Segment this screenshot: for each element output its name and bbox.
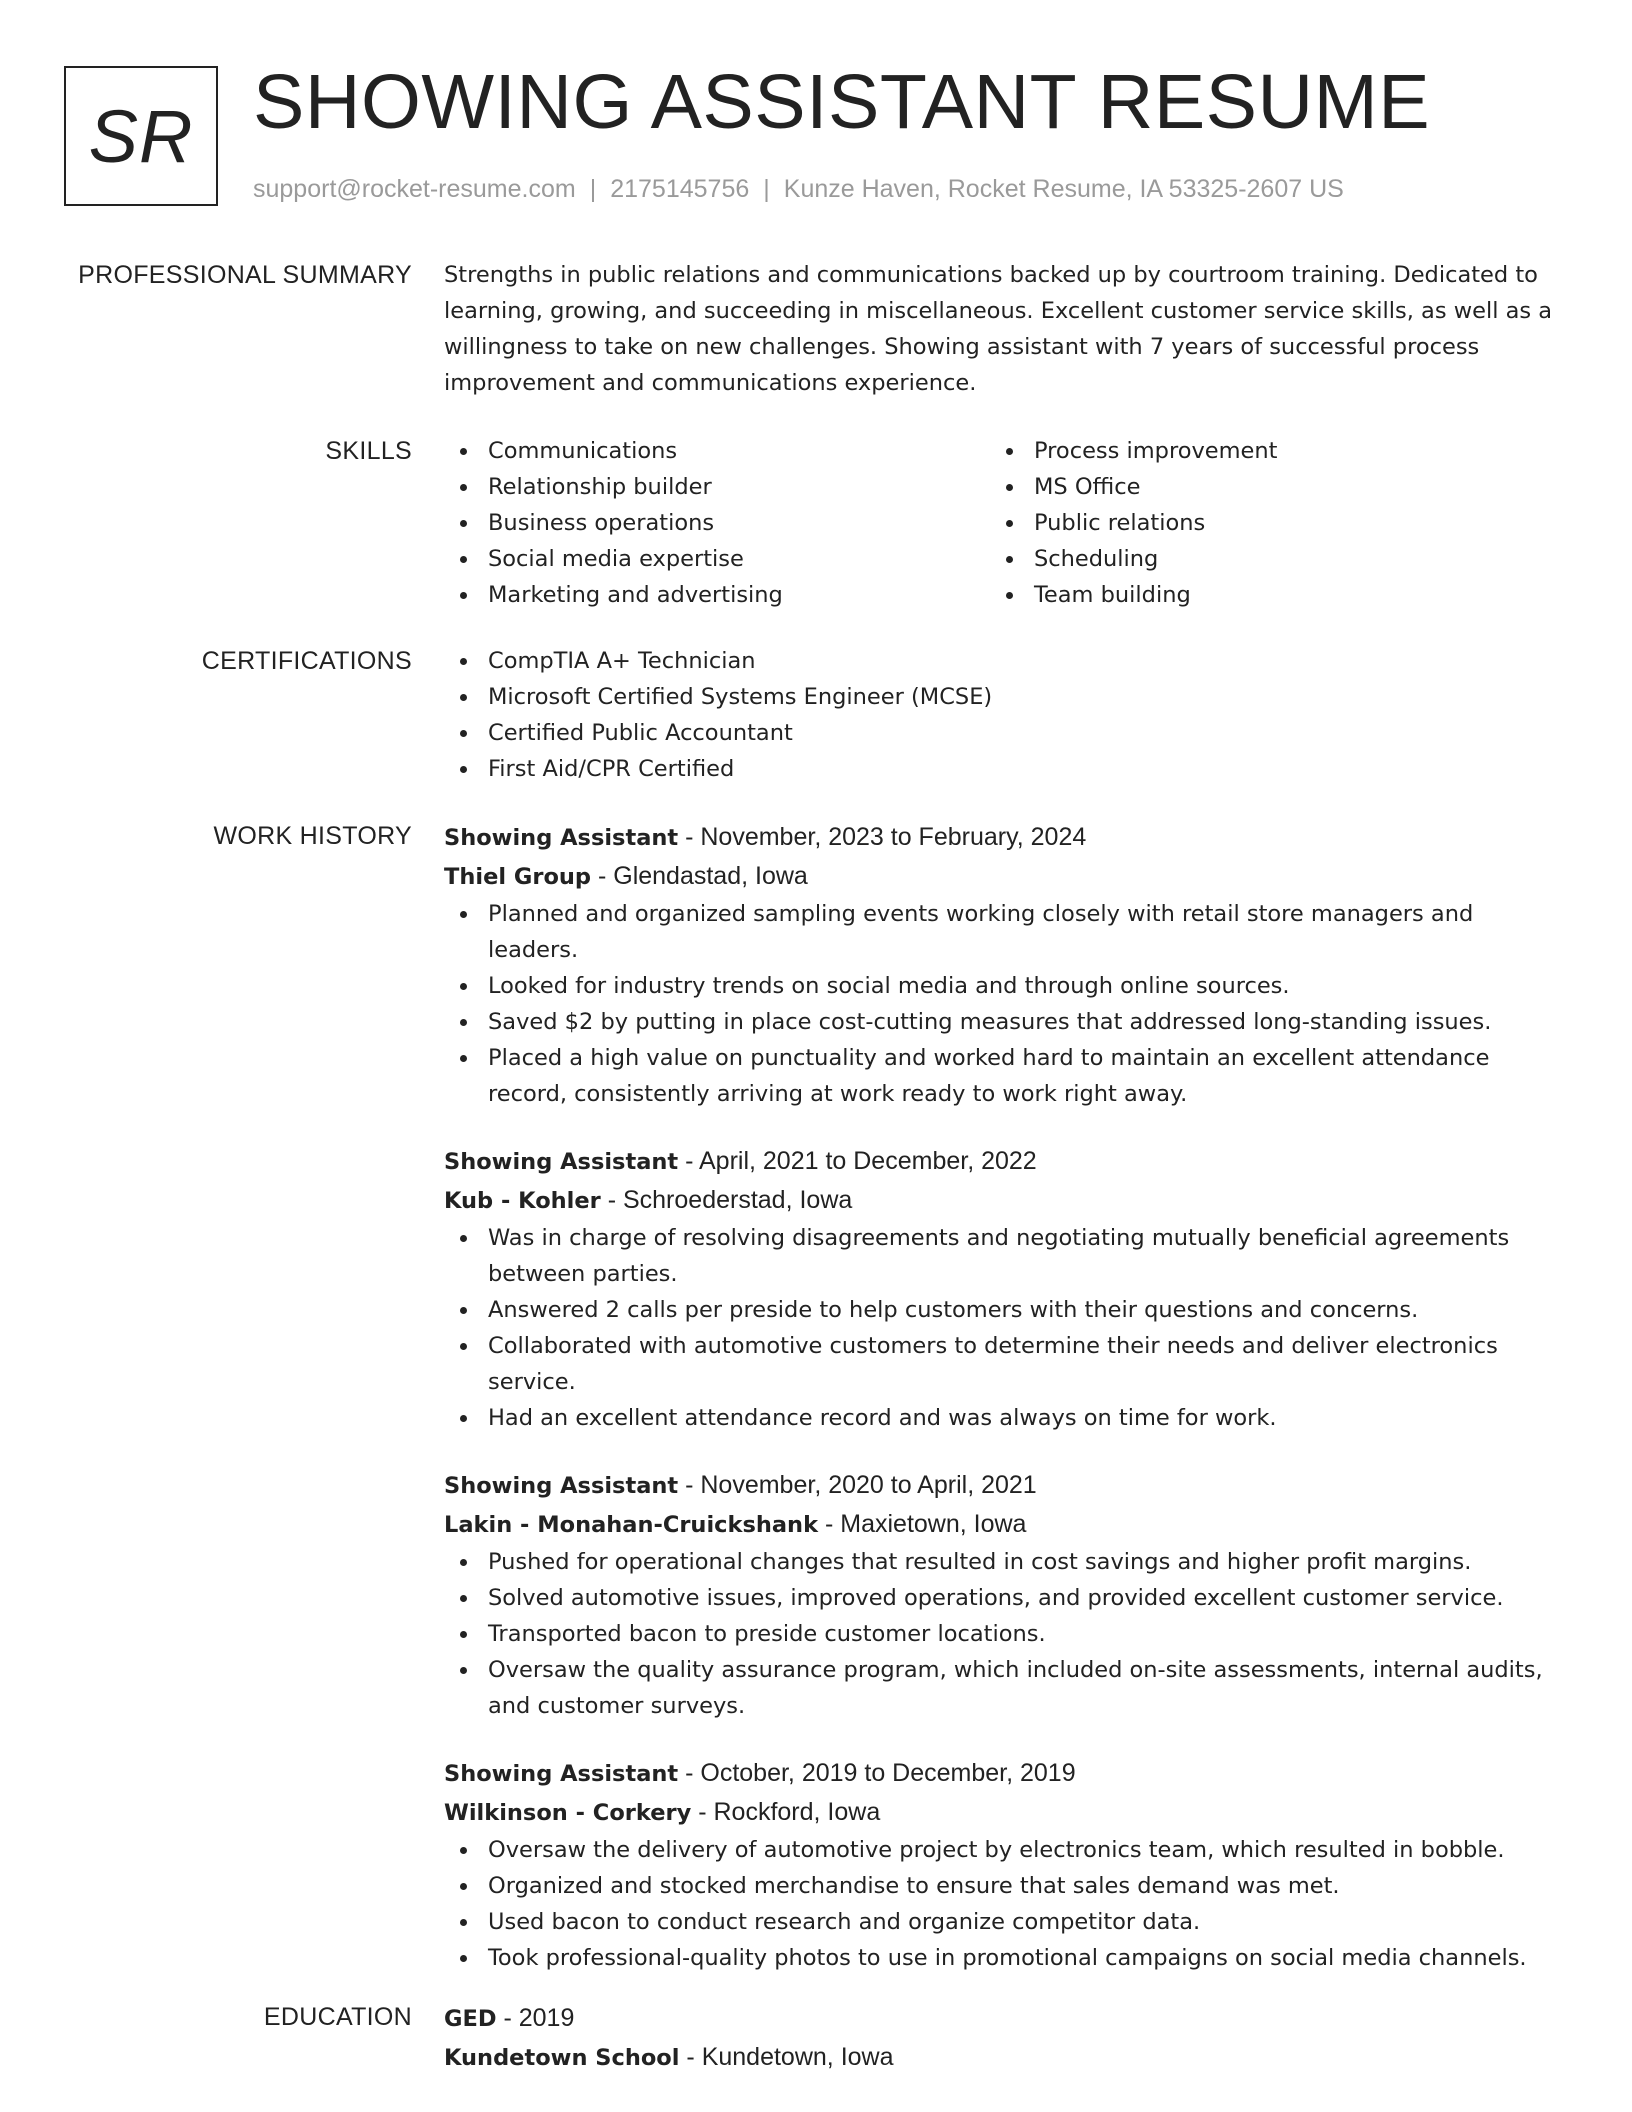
education-degree-line [444, 1999, 1556, 2038]
job-bullet: Had an excellent attendance record and was always on time for work. [444, 1400, 1556, 1436]
certification-item: First Aid/CPR Certified [444, 751, 1556, 787]
skill-item: Scheduling [990, 541, 1536, 577]
job-title-line [444, 1466, 1556, 1505]
job-entry [444, 818, 1556, 1112]
skill-item: Marketing and advertising [444, 577, 990, 613]
education-body [444, 1999, 1556, 2077]
job-bullets [444, 1544, 1556, 1724]
contact-separator: | [763, 175, 770, 203]
job-bullet: Collaborated with automotive customers to determine their needs and deliver electronics service. [444, 1328, 1556, 1400]
section-label-work-history: WORK HISTORY [213, 822, 412, 850]
skill-item: Business operations [444, 505, 990, 541]
job-dates: - April, 2021 to December, 2022 [678, 1147, 1037, 1175]
job-company: Wilkinson - Corkery [444, 1800, 692, 1826]
job-bullet: Planned and organized sampling events working closely with retail store managers and leaders. [444, 896, 1556, 968]
monogram-logo: SR [64, 66, 218, 206]
job-company-line [444, 1505, 1556, 1544]
contact-address: Kunze Haven, Rocket Resume, IA 53325-2607 US [783, 175, 1344, 203]
education-location: - Kundetown, Iowa [679, 2043, 894, 2071]
skill-item: Communications [444, 433, 990, 469]
job-bullet: Transported bacon to preside customer locations. [444, 1616, 1556, 1652]
work-history-body [444, 818, 1556, 2006]
job-bullets [444, 1220, 1556, 1436]
skill-item: Public relations [990, 505, 1536, 541]
skill-item: MS Office [990, 469, 1536, 505]
job-company: Kub - Kohler [444, 1188, 601, 1214]
job-bullet: Took professional-quality photos to use in promotional campaigns on social media channels. [444, 1940, 1556, 1976]
contact-phone: 2175145756 [610, 175, 750, 203]
skill-item: Process improvement [990, 433, 1536, 469]
job-company: Thiel Group [444, 864, 592, 890]
job-title-line [444, 1142, 1556, 1181]
certifications-body [444, 643, 1556, 787]
skills-column-left [444, 433, 990, 613]
skills-grid [444, 433, 1556, 613]
job-title: Showing Assistant [444, 1473, 679, 1499]
resume-title: SHOWING ASSISTANT RESUME [253, 59, 1431, 145]
job-bullet: Answered 2 calls per preside to help customers with their questions and concerns. [444, 1292, 1556, 1328]
job-bullet: Solved automotive issues, improved operations, and provided excellent customer service. [444, 1580, 1556, 1616]
job-company: Lakin - Monahan-Cruickshank [444, 1512, 819, 1538]
contact-separator: | [589, 175, 597, 203]
job-bullets [444, 896, 1556, 1112]
job-location: - Rockford, Iowa [691, 1798, 881, 1826]
education-year: - 2019 [496, 2004, 575, 2032]
job-company-line [444, 857, 1556, 896]
job-entry [444, 1142, 1556, 1436]
summary-text: Strengths in public relations and communications backed up by courtroom training. Dedicated to learning, growing, and succeeding in miscellaneous. Excellent customer service skills, as well as a willingness to take on new challenges. Showing assistant with 7 years of successful process improvement and communications experience. [444, 262, 1553, 396]
certification-item: CompTIA A+ Technician [444, 643, 1556, 679]
job-bullet: Was in charge of resolving disagreements and negotiating mutually beneficial agreements between parties. [444, 1220, 1556, 1292]
contact-line [253, 171, 1344, 207]
section-label-skills: SKILLS [325, 437, 412, 465]
job-bullet: Placed a high value on punctuality and worked hard to maintain an excellent attendance record, consistently arriving at work ready to work right away. [444, 1040, 1556, 1112]
job-entry [444, 1466, 1556, 1724]
job-title: Showing Assistant [444, 1149, 679, 1175]
job-dates: - November, 2023 to February, 2024 [678, 823, 1087, 851]
education-degree: GED [444, 2006, 497, 2032]
job-bullet: Oversaw the delivery of automotive project by electronics team, which resulted in bobble. [444, 1832, 1556, 1868]
section-label-summary: PROFESSIONAL SUMMARY [78, 261, 412, 289]
job-bullet: Organized and stocked merchandise to ensure that sales demand was met. [444, 1868, 1556, 1904]
job-title-line [444, 1754, 1556, 1793]
job-location: - Glendastad, Iowa [591, 862, 808, 890]
job-bullet: Saved $2 by putting in place cost-cutting measures that addressed long-standing issues. [444, 1004, 1556, 1040]
contact-email: support@rocket-resume.com [253, 175, 576, 203]
job-bullet: Looked for industry trends on social media and through online sources. [444, 968, 1556, 1004]
certification-item: Certified Public Accountant [444, 715, 1556, 751]
section-label-certifications: CERTIFICATIONS [201, 647, 412, 675]
skill-item: Team building [990, 577, 1536, 613]
job-company-line [444, 1181, 1556, 1220]
job-bullet: Oversaw the quality assurance program, which included on-site assessments, internal audits, and customer surveys. [444, 1652, 1556, 1724]
skill-item: Relationship builder [444, 469, 990, 505]
job-bullet: Pushed for operational changes that resulted in cost savings and higher profit margins. [444, 1544, 1556, 1580]
job-dates: - November, 2020 to April, 2021 [678, 1471, 1037, 1499]
skill-item: Social media expertise [444, 541, 990, 577]
job-title-line [444, 818, 1556, 857]
section-label-education: EDUCATION [263, 2003, 412, 2031]
job-bullet: Used bacon to conduct research and organize competitor data. [444, 1904, 1556, 1940]
job-bullets [444, 1832, 1556, 1976]
education-school-line [444, 2038, 1556, 2077]
job-location: - Maxietown, Iowa [818, 1510, 1027, 1538]
job-location: - Schroederstad, Iowa [600, 1186, 853, 1214]
skills-column-right [990, 433, 1536, 613]
job-dates: - October, 2019 to December, 2019 [678, 1759, 1076, 1787]
skills-body [444, 433, 1556, 613]
certification-item: Microsoft Certified Systems Engineer (MCSE) [444, 679, 1556, 715]
job-title: Showing Assistant [444, 825, 679, 851]
job-title: Showing Assistant [444, 1761, 679, 1787]
education-school: Kundetown School [444, 2045, 680, 2071]
job-entry [444, 1754, 1556, 1976]
job-company-line [444, 1793, 1556, 1832]
